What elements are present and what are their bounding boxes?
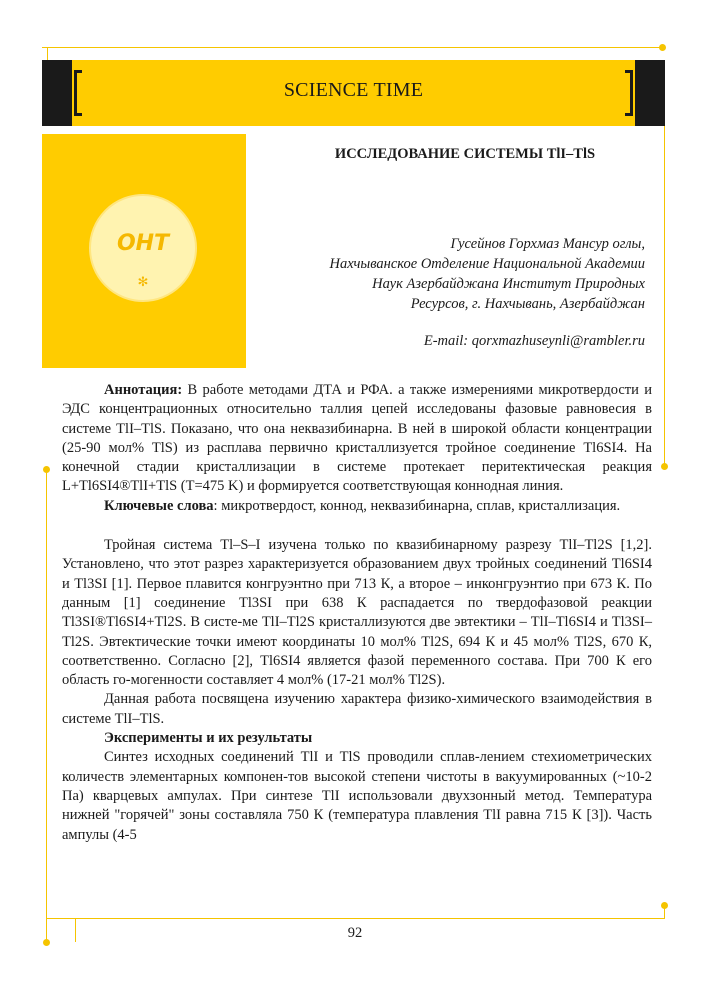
author-line-4: Ресурсов, г. Нахчывань, Азербайджан [410, 296, 645, 312]
abstract [62, 381, 652, 497]
article-body [62, 381, 652, 845]
keywords [62, 497, 652, 516]
left-rule-lower [46, 470, 47, 942]
keywords-label: Ключевые слова [104, 497, 214, 514]
author-line-2: Нахчыванское Отделение Национальной Академии [329, 256, 645, 272]
section-paragraph: Синтез исходных соединений TlI и TlS проводили сплав-лением стехиометрических количеств элементарных компонен-тов высокой степени чистоты в вакуумированных (~10-2 Па) кварцевых ампулах. При синтезе TlI использовали двухзонный метод. Температура нижней "горячей" зоны составляла 750 К (температура плавления TlI равна 715 К [3]). Часть ампулы (4-5 [62, 749, 652, 843]
paragraph-1: Тройная система Tl–S–I изучена только по квазибинарному разрезу TlI–Tl2S [1,2]. Установлено, что этот разрез характеризуется образованием двух тройных соединений Tl6SI4 и Tl3SI [1]. Первое плавится конгруэнтно при 713 К, а второе – инконгруэнтио при 673 К. По данным [1] соединение Tl3SI при 638 К распадается по твердофазовой реакции Tl3SI®Tl6SI4+Tl2S. В систе-ме TlI–Tl2S кристаллизуются две эвтектики – TlI–Tl6SI4 и Tl3SI–Tl2S. Эвтектические точки имеют координаты 10 мол% Tl2S, 694 К и 45 мол% Tl2S, 670 К, соответственно. Согласно [2], Tl6SI4 является фазой переменного состава. При 700 К его область го-могенности составляет 4 мол% (17-21 мол% Tl2S). [62, 537, 652, 689]
logo-circle [89, 194, 197, 302]
top-rule-dot [659, 44, 666, 51]
author-line-1: Гусейнов Горхмаз Мансур оглы, [450, 236, 645, 252]
journal-banner [42, 60, 665, 126]
page-number: 92 [347, 925, 363, 941]
logo-panel [42, 134, 246, 368]
footer-rule [46, 918, 664, 919]
author-email: E-mail: qorxmazhuseynli@rambler.ru [423, 333, 645, 349]
abstract-text: В работе методами ДТА и РФА. а также измерениями микротвердости и ЭДС концентрационных относительно таллия цепей исследованы фазовые равновесия в системе TlI–TlS. Показано, что она неквазибинарна. В ней в широкой области концентрации (25-90 мол% TlS) из расплава первично кристаллизуется тройное соединение Tl6SI4. На конечной стадии кристаллизации в системе протекает перитектическая реакция L+Tl6SI4®TlI+TlS (T=475 K) и формируется соответствующая коннодная линия. [62, 382, 652, 495]
journal-title: SCIENCE TIME [283, 79, 424, 101]
right-rule [664, 126, 665, 466]
footer-rule-dot [661, 902, 668, 909]
abstract-label: Аннотация: [104, 382, 183, 398]
logo-star-icon: ✻ [137, 274, 149, 289]
keywords-text: : микротвердост, коннод, неквазибинарна, сплав, кристаллизация. [213, 497, 621, 514]
left-rule-dot-upper [43, 466, 50, 473]
section-heading: Эксперименты и их результаты [104, 730, 313, 747]
left-rule-upper [47, 47, 48, 61]
article-title: ИССЛЕДОВАНИЕ СИСТЕМЫ TlI–TlS [334, 146, 596, 162]
paragraph-2: Данная работа посвящена изучению характера физико-химического взаимодействия в системе TlI–TlS. [62, 691, 652, 727]
right-rule-dot [661, 463, 668, 470]
top-rule [42, 47, 662, 48]
author-line-3: Наук Азербайджана Институт Природных [372, 276, 645, 292]
logo-text: ОНТ [116, 231, 170, 256]
